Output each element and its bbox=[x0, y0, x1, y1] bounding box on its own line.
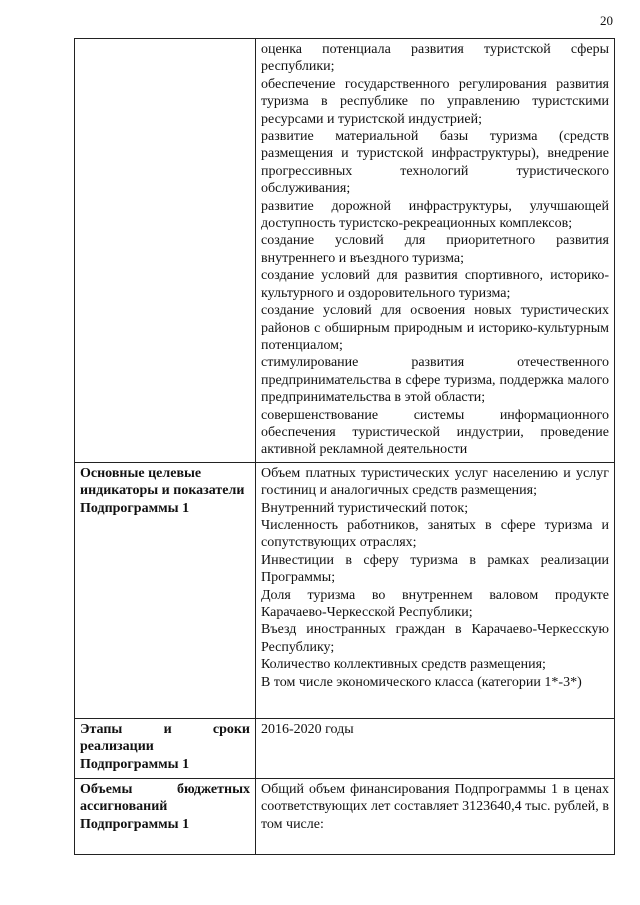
list-item: Внутренний туристический поток; bbox=[261, 500, 469, 516]
indicators-cell bbox=[256, 462, 615, 718]
list-item: стимулирование развития отечественного предпринимательства в сфере туризма, поддержка малого предпринимательства в этой области; bbox=[261, 355, 609, 406]
row-label: Объемы бюджетных ассигнований Подпрограммы 1 bbox=[75, 778, 256, 854]
list-item: развитие дорожной инфраструктуры, улучшающей доступность туристско-рекреационных комплексов; bbox=[261, 198, 609, 232]
list-item: Общий объем финансирования Подпрограммы 1 в ценах соответствующих лет составляет 3123640,4 тыс. рублей, в том числе: bbox=[261, 781, 609, 832]
list-item: оценка потенциала развития туристской сферы республики; bbox=[261, 42, 609, 75]
list-item: Доля туризма во внутреннем валовом продукте Карачаево-Черкесской Республики; bbox=[261, 587, 609, 620]
row-label: Этапы и сроки реализации Подпрограммы 1 bbox=[75, 718, 256, 778]
list-item: развитие материальной базы туризма (средств размещения и туристской инфраструктуры), внедрение прогрессивных технологий туристического обслуживания; bbox=[261, 129, 609, 197]
list-item: Въезд иностранных граждан в Карачаево-Черкесскую Республику; bbox=[261, 622, 609, 655]
table-row-indicators bbox=[75, 462, 615, 718]
row-label: Основные целевые индикаторы и показатели Подпрограммы 1 bbox=[75, 462, 256, 718]
list-item: Инвестиции в сферу туризма в рамках реализации Программы; bbox=[261, 552, 609, 586]
table-row-tasks bbox=[75, 39, 615, 463]
stages-cell bbox=[256, 718, 615, 778]
list-item: создание условий для освоения новых туристических районов с обширным природным и историко-культурным потенциалом; bbox=[261, 303, 609, 353]
table-row-budget bbox=[75, 778, 615, 854]
budget-cell bbox=[256, 778, 615, 854]
list-item: В том числе экономического класса (категории 1*-3*) bbox=[261, 674, 582, 690]
tasks-cell bbox=[256, 39, 615, 463]
row-label bbox=[75, 39, 256, 463]
list-item: обеспечение государственного регулирования развития туризма в республике по управлению туристскими ресурсами и туристской индустрией; bbox=[261, 76, 609, 127]
page-number: 20 bbox=[600, 13, 613, 28]
list-item: совершенствование системы информационного обеспечения туристической индустрии, проведение активной рекламной деятельности bbox=[261, 407, 609, 458]
list-item: создание условий для развития спортивного, историко-культурного и оздоровительного туризма; bbox=[261, 268, 609, 301]
table-row-stages bbox=[75, 718, 615, 778]
list-item: 2016-2020 годы bbox=[261, 721, 354, 737]
list-item: создание условий для приоритетного развития внутреннего и въездного туризма; bbox=[261, 233, 609, 266]
list-item: Объем платных туристических услуг населению и услуг гостиниц и аналогичных средств размещения; bbox=[261, 465, 609, 499]
subprogram-passport-table bbox=[74, 38, 615, 855]
list-item: Количество коллективных средств размещения; bbox=[261, 657, 546, 673]
list-item: Численность работников, занятых в сфере туризма и сопутствующих отраслях; bbox=[261, 517, 609, 551]
